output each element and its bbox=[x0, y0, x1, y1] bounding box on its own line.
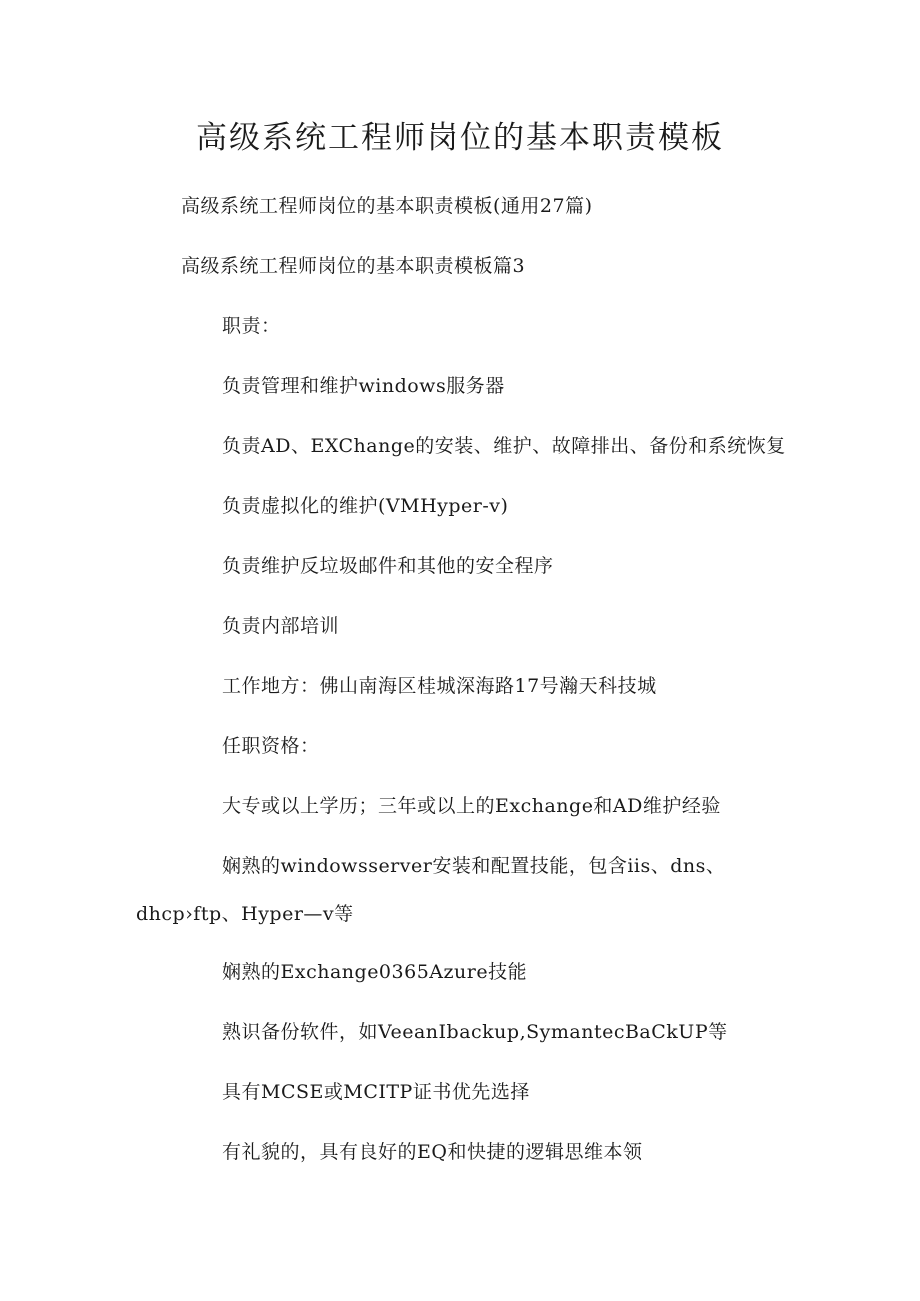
document-subtitle: 高级系统工程师岗位的基本职责模板(通用27篇) bbox=[181, 195, 593, 217]
duty-item: 负责内部培训 bbox=[222, 615, 340, 637]
qualification-item: 熟识备份软件，如VeeanIbackup,SymantecBaCkUP等 bbox=[222, 1021, 728, 1043]
section-heading: 高级系统工程师岗位的基本职责模板篇3 bbox=[181, 255, 526, 277]
qualifications-label: 任职资格： bbox=[222, 735, 320, 757]
qualification-item: 有礼貌的，具有良好的EQ和快捷的逻辑思维本领 bbox=[222, 1141, 643, 1163]
duty-item: 负责维护反垃圾邮件和其他的安全程序 bbox=[222, 555, 554, 577]
qualification-item: 具有MCSE或MCITP证书优先选择 bbox=[222, 1081, 530, 1103]
work-location: 工作地方：佛山南海区桂城深海路17号瀚天科技城 bbox=[222, 675, 657, 697]
qualification-item: 大专或以上学历；三年或以上的Exchange和AD维护经验 bbox=[222, 795, 721, 817]
duty-item: 负责AD、EXChange的安装、维护、故障排出、备份和系统恢复 bbox=[222, 435, 786, 457]
qualification-item: 娴熟的windowsserver安装和配置技能，包含iis、dns、 bbox=[222, 855, 726, 877]
qualification-item-continued: dhcp›ftp、Hyper—v等 bbox=[136, 903, 354, 925]
duties-label: 职责： bbox=[222, 315, 281, 337]
document-title: 高级系统工程师岗位的基本职责模板 bbox=[196, 120, 724, 156]
qualification-item: 娴熟的Exchange0365Azure技能 bbox=[222, 961, 528, 983]
duty-item: 负责管理和维护windows服务器 bbox=[222, 375, 505, 397]
duty-item: 负责虚拟化的维护(VMHyper-v) bbox=[222, 495, 509, 517]
